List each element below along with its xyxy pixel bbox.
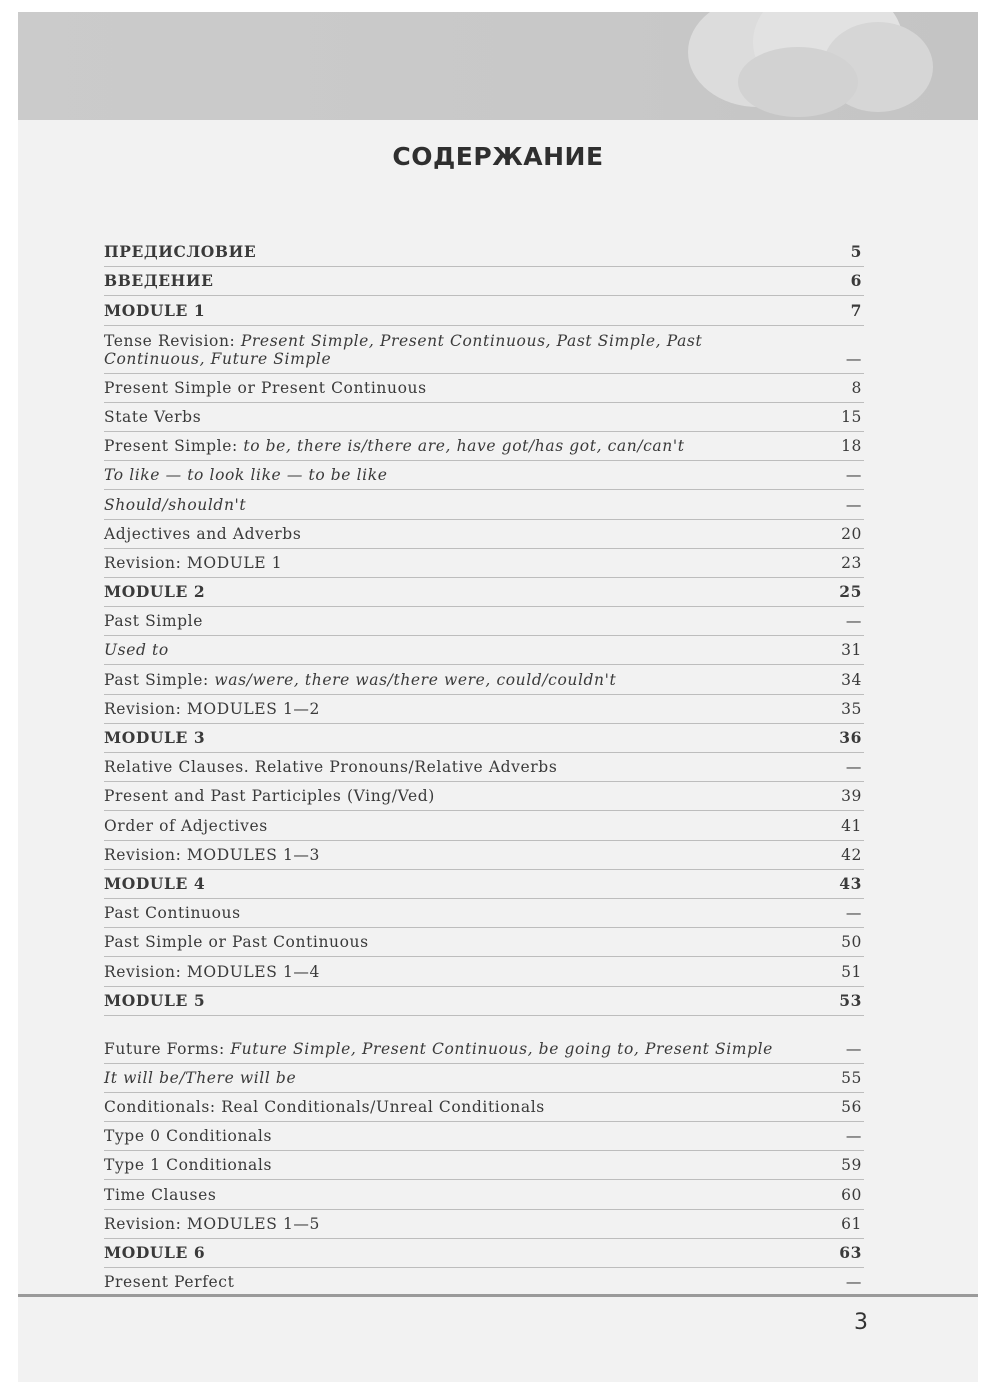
table-of-contents	[104, 238, 864, 1297]
toc-entry-title	[104, 583, 784, 601]
toc-row	[104, 607, 864, 636]
toc-entry-text: Used to	[104, 641, 169, 660]
toc-row	[104, 326, 864, 374]
toc-entry-page: —	[845, 1127, 862, 1146]
toc-entry-title	[104, 641, 784, 659]
toc-entry-text: Should/shouldn't	[104, 495, 247, 514]
toc-entry-title	[104, 1186, 784, 1204]
toc-row	[104, 811, 864, 840]
header-band	[18, 12, 978, 120]
toc-entry-page: 8	[851, 378, 862, 397]
toc-entry-page: 55	[841, 1068, 862, 1087]
toc-entry-title	[104, 1127, 784, 1145]
toc-entry-text: Revision: MODULES 1—5	[104, 1214, 320, 1233]
toc-entry-page: 53	[839, 990, 862, 1010]
toc-entry-text: Tense Revision:	[104, 331, 241, 350]
toc-row	[104, 899, 864, 928]
toc-entry-page: —	[845, 758, 862, 777]
toc-entry-title	[104, 437, 784, 455]
toc-entry-page: 63	[839, 1243, 862, 1262]
toc-row	[104, 1268, 864, 1297]
toc-row	[104, 490, 864, 519]
toc-entry-page: 61	[841, 1214, 862, 1233]
toc-entry-title	[104, 1273, 784, 1291]
toc-entry-title	[104, 466, 784, 484]
toc-row	[104, 549, 864, 578]
toc-entry-text: Conditionals: Real Conditionals/Unreal Conditionals	[104, 1098, 545, 1117]
toc-entry-text: to be, there is/there are, have got/has got, can/can't	[243, 437, 685, 456]
toc-entry-page: 15	[841, 407, 862, 426]
toc-entry-title	[104, 846, 784, 864]
toc-entry-text: Time Clauses	[104, 1185, 217, 1204]
page-title: СОДЕРЖАНИЕ	[392, 142, 604, 171]
toc-entry-title	[104, 875, 784, 893]
toc-row	[104, 1210, 864, 1239]
toc-row	[104, 296, 864, 325]
toc-entry-title	[104, 1215, 784, 1233]
toc-entry-page: 6	[850, 271, 862, 291]
toc-entry-text: Present Simple or Present Continuous	[104, 378, 427, 397]
toc-row	[104, 753, 864, 782]
toc-row	[104, 782, 864, 811]
toc-entry-title	[104, 787, 784, 805]
toc-row	[104, 1064, 864, 1093]
toc-entry-page: 50	[841, 933, 862, 952]
toc-entry-text: was/were, there was/there were, could/couldn't	[214, 670, 617, 689]
toc-entry-text: MODULE 2	[104, 582, 206, 602]
toc-entry-page: 36	[839, 728, 862, 747]
toc-row	[104, 724, 864, 753]
toc-entry-text: Adjectives and Adverbs	[104, 524, 302, 543]
toc-row	[104, 374, 864, 403]
toc-entry-text: Present and Past Participles (Ving/Ved)	[104, 787, 435, 806]
toc-row	[104, 636, 864, 665]
toc-entry-title	[104, 700, 784, 718]
toc-row	[104, 1122, 864, 1151]
toc-entry-text: MODULE 3	[104, 728, 206, 747]
toc-entry-page: 43	[839, 873, 862, 893]
toc-entry-page: 59	[841, 1156, 862, 1175]
toc-entry-text: Future Forms:	[104, 1039, 231, 1058]
toc-entry-text: ПРЕДИСЛОВИЕ	[104, 242, 257, 262]
page-number: 3	[854, 1310, 868, 1335]
toc-entry-text: Revision: MODULES 1—2	[104, 699, 320, 718]
toc-entry-text: Relative Clauses. Relative Pronouns/Relative Adverbs	[104, 758, 558, 777]
toc-entry-text: MODULE 6	[104, 1243, 206, 1262]
toc-entry-page: —	[845, 349, 862, 368]
toc-entry-text: Revision: MODULE 1	[104, 553, 283, 572]
toc-entry-title	[104, 332, 784, 368]
toc-row	[104, 957, 864, 986]
toc-entry-title	[104, 1069, 784, 1087]
toc-row	[104, 520, 864, 549]
toc-entry-text: Type 0 Conditionals	[104, 1127, 273, 1146]
toc-entry-page: 51	[841, 962, 862, 981]
toc-row	[104, 987, 864, 1016]
toc-entry-text: MODULE 5	[104, 990, 206, 1010]
toc-entry-text: MODULE 4	[104, 873, 206, 893]
toc-entry-title	[104, 963, 784, 981]
toc-entry-page: 34	[841, 670, 862, 689]
toc-entry-page: 42	[841, 845, 862, 864]
toc-entry-text: Past Simple or Past Continuous	[104, 933, 369, 952]
toc-entry-title	[104, 272, 784, 290]
toc-entry-text: Type 1 Conditionals	[104, 1156, 273, 1175]
toc-entry-text: Present Simple:	[104, 437, 244, 456]
toc-entry-text: Revision: MODULES 1—3	[104, 845, 320, 864]
toc-entry-text: Revision: MODULES 1—4	[104, 962, 320, 981]
toc-entry-text: Future Simple, Present Continuous, be going to, Present Simple	[230, 1039, 773, 1058]
toc-entry-text: Present Perfect	[104, 1273, 235, 1292]
toc-entry-page: 20	[841, 524, 862, 543]
toc-row	[104, 928, 864, 957]
toc-entry-text: State Verbs	[104, 407, 202, 426]
toc-row	[104, 1151, 864, 1180]
toc-row	[104, 1180, 864, 1209]
toc-row	[104, 665, 864, 694]
toc-entry-page: 41	[841, 816, 862, 835]
toc-row	[104, 841, 864, 870]
toc-entry-title	[104, 729, 784, 747]
toc-entry-page: —	[845, 612, 862, 631]
toc-entry-page: —	[845, 495, 862, 514]
toc-entry-text: Present Simple, Present Continuous, Past Simple, Past Continuous, Future Simple	[104, 331, 703, 368]
toc-entry-text: MODULE 1	[104, 300, 206, 320]
toc-entry-title	[104, 554, 784, 572]
toc-entry-page: 23	[841, 553, 862, 572]
toc-entry-page: —	[845, 466, 862, 485]
toc-entry-text: ВВЕДЕНИЕ	[104, 271, 214, 291]
toc-entry-title	[104, 671, 784, 689]
toc-entry-page: 5	[850, 242, 862, 262]
toc-entry-title	[104, 904, 784, 922]
toc-row	[104, 1016, 864, 1064]
toc-entry-title	[104, 408, 784, 426]
toc-entry-page: —	[845, 1039, 862, 1058]
toc-entry-title	[104, 992, 784, 1010]
footer-rule	[18, 1294, 978, 1297]
toc-entry-page: —	[845, 904, 862, 923]
toc-entry-page: 35	[841, 699, 862, 718]
toc-row	[104, 578, 864, 607]
toc-row	[104, 870, 864, 899]
toc-entry-title	[104, 379, 784, 397]
toc-entry-title	[104, 612, 784, 630]
toc-entry-text: To like — to look like — to be like	[104, 466, 388, 485]
toc-row	[104, 695, 864, 724]
toc-row	[104, 461, 864, 490]
toc-entry-text: Order of Adjectives	[104, 816, 268, 835]
toc-entry-title	[104, 933, 784, 951]
toc-entry-page: 56	[841, 1098, 862, 1117]
toc-row	[104, 403, 864, 432]
toc-entry-title	[104, 817, 784, 835]
toc-row	[104, 238, 864, 267]
toc-row	[104, 267, 864, 296]
toc-entry-title	[104, 302, 784, 320]
toc-entry-title	[104, 496, 784, 514]
toc-row	[104, 1093, 864, 1122]
toc-entry-page: 25	[839, 582, 862, 602]
toc-entry-title	[104, 243, 784, 261]
toc-entry-text: Past Simple:	[104, 670, 215, 689]
toc-entry-page: 39	[841, 787, 862, 806]
toc-entry-title	[104, 1040, 784, 1058]
toc-entry-page: 60	[841, 1185, 862, 1204]
toc-row	[104, 1239, 864, 1268]
toc-entry-page: 7	[850, 300, 862, 320]
toc-entry-title	[104, 758, 784, 776]
toc-entry-text: It will be/There will be	[104, 1068, 297, 1087]
toc-entry-title	[104, 1098, 784, 1116]
book-page	[18, 12, 978, 1382]
toc-row	[104, 432, 864, 461]
toc-entry-title	[104, 1244, 784, 1262]
toc-entry-title	[104, 1156, 784, 1174]
toc-entry-title	[104, 525, 784, 543]
toc-entry-page: 18	[841, 437, 862, 456]
toc-entry-text: Past Continuous	[104, 904, 241, 923]
toc-entry-page: 31	[841, 641, 862, 660]
toc-entry-page: —	[845, 1273, 862, 1292]
toc-entry-text: Past Simple	[104, 612, 204, 631]
